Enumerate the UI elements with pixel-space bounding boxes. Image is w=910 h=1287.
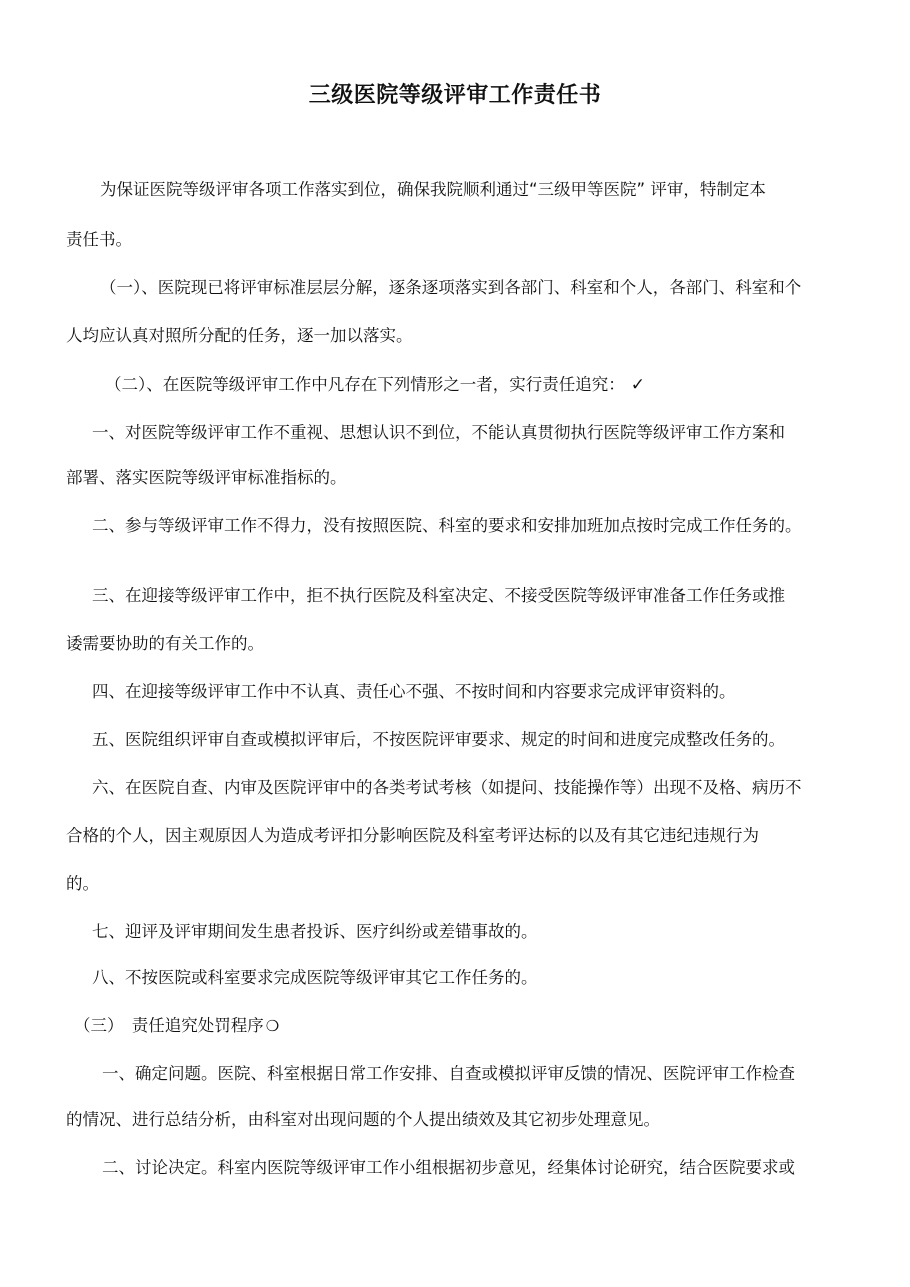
- intro-line-2: 责任书。: [66, 230, 132, 249]
- item-2-line-1: 二、参与等级评审工作不得力，没有按照医院、科室的要求和安排加班加点按时完成工作任务的。: [92, 516, 802, 535]
- item-1-line-1: 一、对医院等级评审工作不重视、思想认识不到位，不能认真贯彻执行医院等级评审工作方案和: [92, 423, 785, 442]
- section2-heading: [105, 373, 645, 397]
- document-title: 三级医院等级评审工作责任书: [308, 83, 602, 108]
- item-4-line-1: 四、在迎接等级评审工作中不认真、责任心不强、不按时间和内容要求完成评审资料的。: [92, 682, 736, 701]
- circle-icon: ❍: [265, 1017, 280, 1035]
- item-6-line-3: 的。: [66, 874, 99, 893]
- item-7-line-1: 七、迎评及评审期间发生患者投诉、医疗纠纷或差错事故的。: [92, 922, 538, 941]
- item-6-line-2: 合格的个人，因主观原因人为造成考评扣分影响医院及科室考评达标的以及有其它违纪违规行为: [66, 826, 759, 845]
- section3-heading-text: （三） 责任追究处罚程序: [74, 1016, 264, 1035]
- section2-heading-text: （二）、在医院等级评审工作中凡存在下列情形之一者，实行责任追究：: [105, 375, 625, 394]
- checkmark-icon: ✓: [630, 375, 645, 395]
- item-8-line-1: 八、不按医院或科室要求完成医院等级评审其它工作任务的。: [92, 968, 538, 987]
- item-6-line-1: 六、在医院自查、内审及医院评审中的各类考试考核（如提问、技能操作等）出现不及格、病历不: [92, 778, 802, 797]
- section1-line-1: （一）、医院现已将评审标准层层分解，逐条逐项落实到各部门、科室和个人，各部门、科室和个: [100, 278, 802, 297]
- item-1-line-2: 部署、落实医院等级评审标准指标的。: [66, 468, 347, 487]
- procedure-2-line-1: 二、讨论决定。科室内医院等级评审工作小组根据初步意见，经集体讨论研究，结合医院要求或: [102, 1158, 795, 1177]
- item-3-line-2: 诿需要协助的有关工作的。: [66, 634, 264, 653]
- section1-line-2: 人均应认真对照所分配的任务，逐一加以落实。: [66, 326, 413, 345]
- section3-heading: [74, 1014, 279, 1038]
- intro-line-1: 为保证医院等级评审各项工作落实到位，确保我院顺利通过“三级甲等医院” 评审，特制定本: [100, 180, 766, 199]
- item-3-line-1: 三、在迎接等级评审工作中，拒不执行医院及科室决定、不接受医院等级评审准备工作任务或推: [92, 586, 785, 605]
- procedure-1-line-1: 一、确定问题。医院、科室根据日常工作安排、自查或模拟评审反馈的情况、医院评审工作检查: [102, 1064, 795, 1083]
- item-5-line-1: 五、医院组织评审自查或模拟评审后，不按医院评审要求、规定的时间和进度完成整改任务的。: [92, 730, 785, 749]
- procedure-1-line-2: 的情况、进行总结分析，由科室对出现问题的个人提出绩效及其它初步处理意见。: [66, 1110, 660, 1129]
